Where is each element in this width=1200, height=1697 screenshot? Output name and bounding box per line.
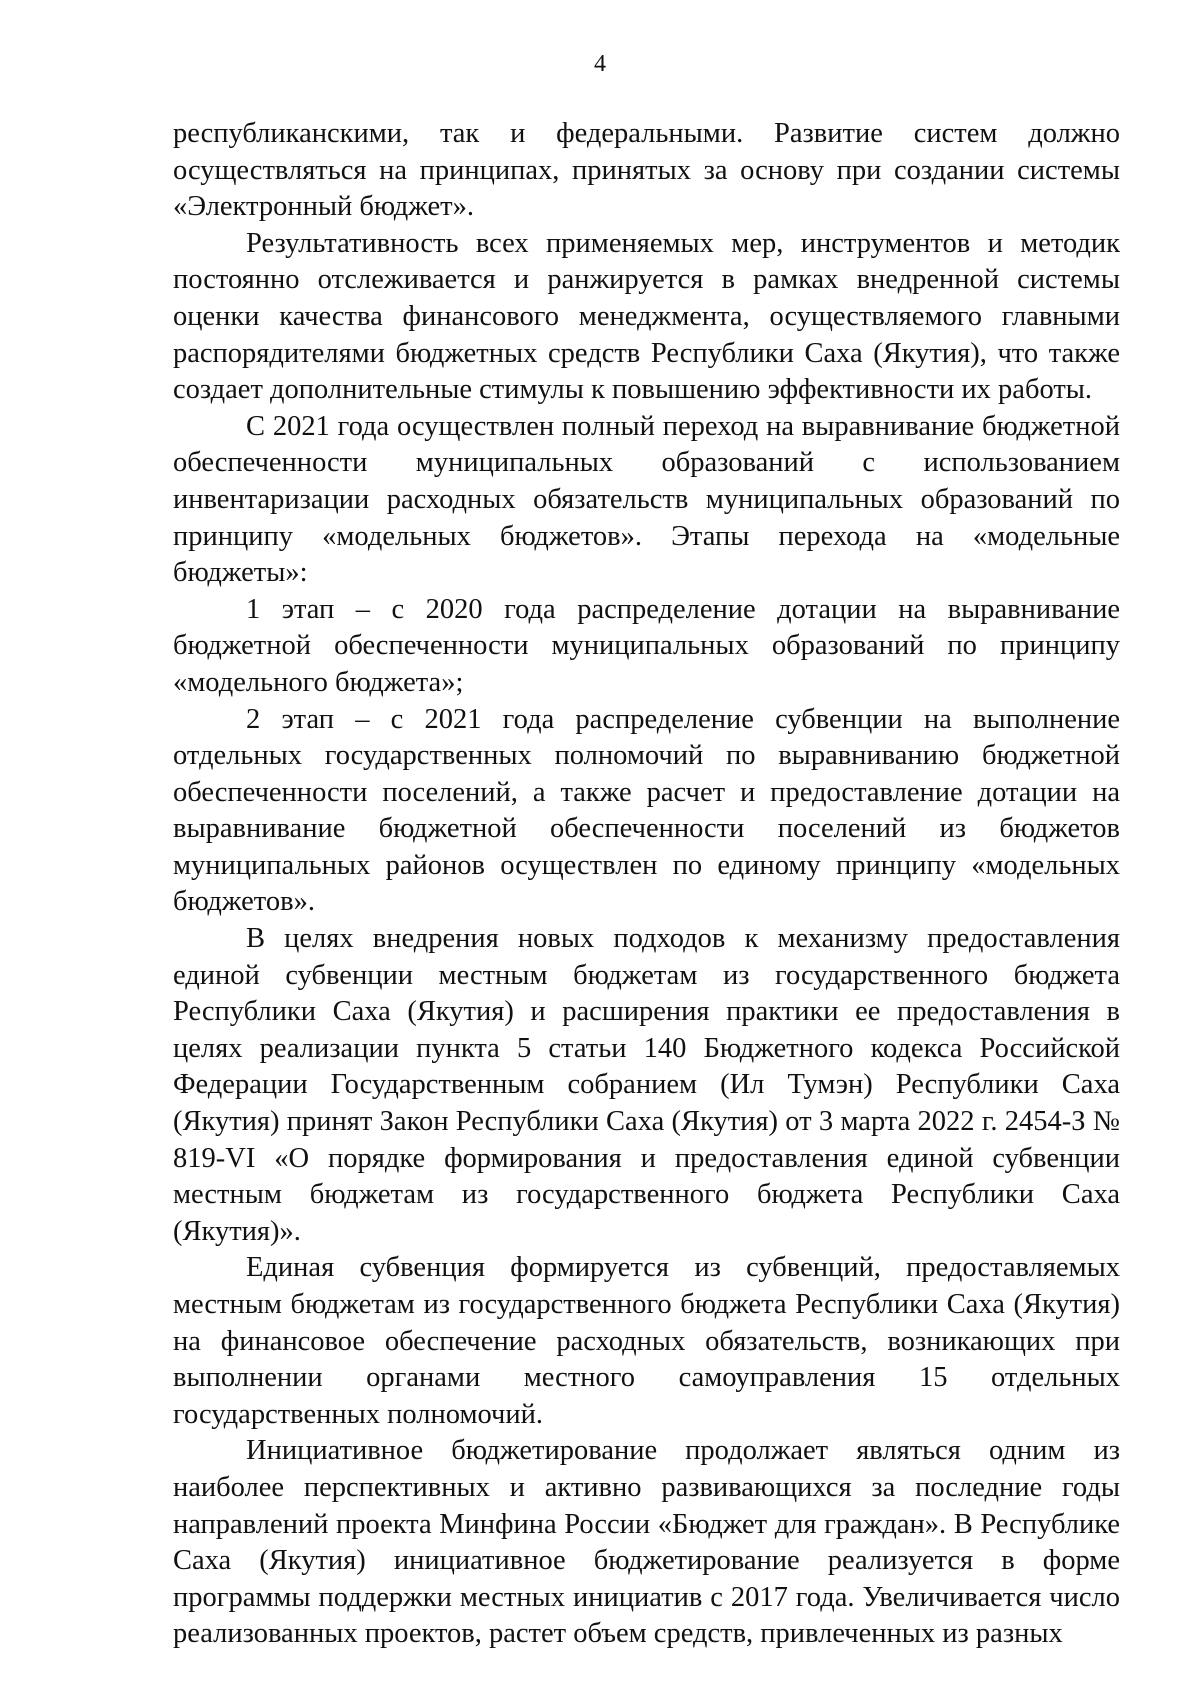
paragraph-model-budgets-transition: С 2021 года осуществлен полный переход на выравнивание бюджетной обеспеченности муниципальных образований с использованием инвентаризации расходных обязательств муниципальных образований по принципу «модельных бюджетов». Этапы перехода на «модельные бюджеты»: — [173, 410, 1120, 589]
paragraph-unified-subvention-law: В целях внедрения новых подходов к механизму предоставления единой субвенции местным бюджетам из государственного бюджета Республики Саха (Якутия) и расширения практики ее предоставления в целях реализации пункта 5 статьи 140 Бюджетного кодекса Российской Федерации Государственным собранием (Ил Тумэн) Республики Саха (Якутия) принят Закон Республики Саха (Якутия) от 3 марта 2022 г. 2454-З № 819-VI «О порядке формирования и предоставления единой субвенции местным бюджетам из государственного бюджета Республики Саха (Якутия)». — [173, 923, 1120, 1247]
document-body — [173, 116, 1120, 1653]
paragraph-stage-2: 2 этап – с 2021 года распределение субвенции на выполнение отдельных государственных полномочий по выравниванию бюджетной обеспеченности поселений, а также расчет и предоставление дотации на выравнивание бюджетной обеспеченности поселений из бюджетов муниципальных районов осуществлен по единому принципу «модельных бюджетов». — [173, 703, 1120, 918]
paragraph-stage-1: 1 этап – с 2020 года распределение дотации на выравнивание бюджетной обеспеченности муниципальных образований по принципу «модельного бюджета»; — [173, 593, 1120, 698]
page-number: 4 — [594, 51, 606, 77]
paragraph-continuation: республиканскими, так и федеральными. Развитие систем должно осуществляться на принципах, принятых за основу при создании системы «Электронный бюджет». — [173, 118, 1120, 223]
paragraph-initiative-budgeting: Инициативное бюджетирование продолжает являться одним из наиболее перспективных и активно развивающихся за последние годы направлений проекта Минфина России «Бюджет для граждан». В Республике Саха (Якутия) инициативное бюджетирование реализуется в форме программы поддержки местных инициатив с 2017 года. Увеличивается число реализованных проектов, растет объем средств, привлеченных из разных — [173, 1435, 1120, 1650]
paragraph-unified-subvention-formation: Единая субвенция формируется из субвенций, предоставляемых местным бюджетам из государственного бюджета Республики Саха (Якутия) на финансовое обеспечение расходных обязательств, возникающих при выполнении органами местного самоуправления 15 отдельных государственных полномочий. — [173, 1252, 1120, 1430]
paragraph-financial-management: Результативность всех применяемых мер, инструментов и методик постоянно отслеживается и ранжируется в рамках внедренной системы оценки качества финансового менеджмента, осуществляемого главными распорядителями бюджетных средств Республики Саха (Якутия), что также создает дополнительные стимулы к повышению эффективности их работы. — [173, 227, 1120, 406]
